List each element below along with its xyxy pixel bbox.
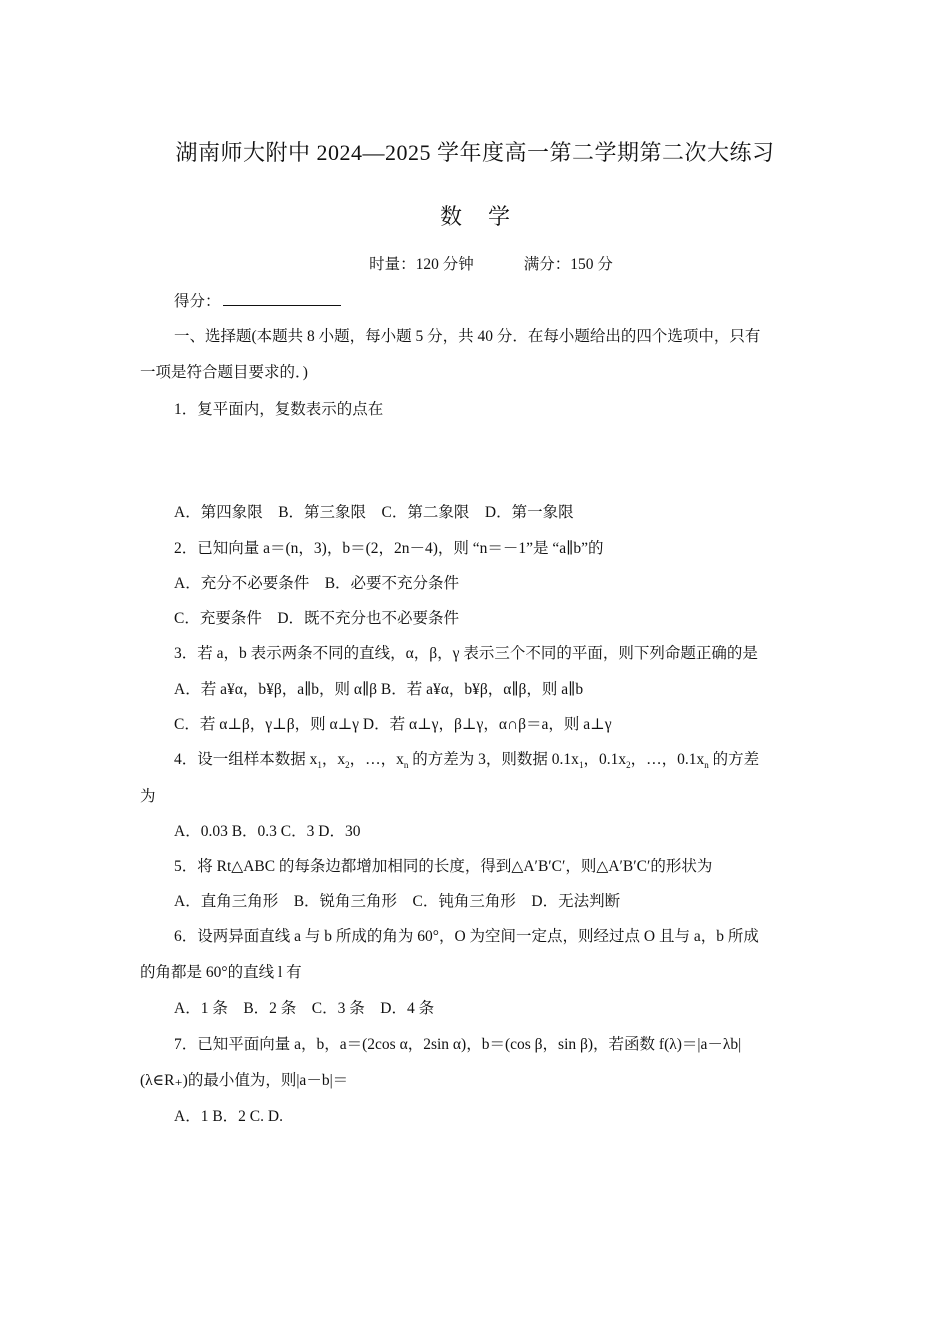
full-score: 满分：150 分 (523, 256, 613, 273)
score-blank (223, 291, 341, 306)
q3-options-line-1: A．若 a¥α，b¥β，a∥b，则 α∥β B．若 a¥α，b¥β，α∥β，则 a∥b (174, 681, 584, 698)
q1-options: A．第四象限 B．第三象限 C．第二象限 D．第一象限 (174, 504, 574, 521)
exam-title: 湖南师大附中 2024—2025 学年度高一第二学期第二次大练习 (175, 140, 775, 165)
q6-stem-line-2: 的角都是 60°的直线 l 有 (140, 964, 302, 981)
q4-stem: 4．设一组样本数据 $x_1$，$x_2$，…，$x_n$ 的方差为 3，则数据 $0.1x_1$，$0.1x_2$，…，$0.1x_n$ 的方差 (174, 751, 760, 771)
score-line (174, 289, 341, 311)
q1-stem: 1．复平面内，复数表示的点在 (174, 401, 384, 418)
subject-char-2: 学 (488, 204, 511, 229)
q5-stem: 5．将 Rt△ABC 的每条边都增加相同的长度，得到△A′B′C′，则△A′B′C′的形状为 (174, 858, 713, 875)
subject-char-1: 数 (439, 204, 462, 229)
q3-stem: 3．若 a，b 表示两条不同的直线，α，β，γ 表示三个不同的平面，则下列命题正确的是 (174, 645, 758, 662)
q5-options: A．直角三角形 B．锐角三角形 C．钝角三角形 D．无法判断 (174, 893, 621, 910)
time-limit: 时量：120 分钟 (369, 256, 474, 273)
q4-options: A．0.03 B．0.3 C．3 D．30 (174, 823, 361, 840)
q6-options: A．1 条 B．2 条 C．3 条 D．4 条 (174, 1000, 435, 1017)
q7-options: A．1 B．2 C. D. (174, 1108, 283, 1125)
q2-stem: 2．已知向量 a＝(n，3)，b＝(2，2n－4)，则 “n＝－1”是 “a∥b”的 (174, 540, 604, 557)
section-intro-line-1: 一、选择题(本题共 8 小题，每小题 5 分，共 40 分．在每小题给出的四个选项中，只有 (174, 328, 761, 345)
section-intro-line-2: 一项是符合题目要求的．) (140, 364, 308, 381)
q3-options-line-2: C．若 α⊥β，γ⊥β，则 α⊥γ D．若 α⊥γ，β⊥γ，α∩β＝a，则 a⊥γ (174, 716, 612, 733)
subject-heading (0, 200, 950, 231)
exam-meta (0, 252, 950, 274)
q2-options-line-1: A．充分不必要条件 B．必要不充分条件 (174, 575, 460, 592)
q6-stem-line-1: 6．设两异面直线 a 与 b 所成的角为 60°，O 为空间一定点，则经过点 O 且与 a，b 所成 (174, 928, 759, 945)
q7-stem-line-2: (λ∈R₊)的最小值为，则|a－b|＝ (140, 1072, 349, 1089)
q2-options-line-2: C．充要条件 D．既不充分也不必要条件 (174, 610, 460, 627)
score-label: 得分： (174, 293, 221, 310)
q4-stem-line-2: 为 (140, 788, 156, 805)
q7-stem-line-1: 7．已知平面向量 a，b，a＝(2cos α，2sin α)，b＝(cos β，sin β)，若函数 f(λ)＝|a－λb| (174, 1036, 742, 1053)
